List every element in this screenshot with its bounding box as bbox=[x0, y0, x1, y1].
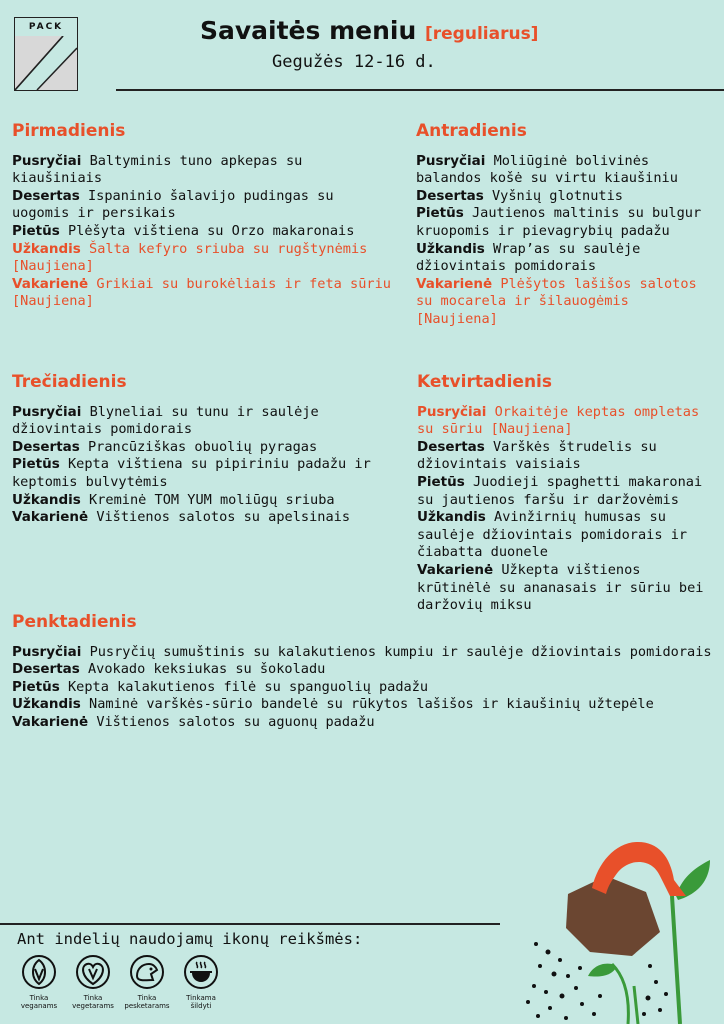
meal-label: Pietūs bbox=[12, 456, 60, 473]
meal-entry bbox=[12, 439, 392, 457]
legend-icons bbox=[12, 954, 228, 1010]
meal-entry bbox=[12, 714, 712, 732]
meal-text: Vištienos salotos su aguonų padažu bbox=[96, 713, 375, 730]
reheat-icon bbox=[183, 954, 219, 990]
meal-text: Blyneliai su tunu ir saulėje džiovintais pomidorais bbox=[12, 403, 319, 438]
meal-entry bbox=[417, 509, 719, 562]
potato-icon bbox=[566, 876, 660, 956]
day-monday bbox=[12, 123, 392, 311]
day-friday bbox=[12, 614, 712, 732]
logo-mark-icon bbox=[15, 36, 77, 90]
meal-entry bbox=[12, 456, 392, 491]
meal-label: Pietūs bbox=[417, 473, 465, 490]
meal-text: Moliūginė bolivinės balandos košė su virtu kiaušiniu bbox=[416, 152, 678, 187]
header-divider bbox=[116, 89, 724, 91]
legend-caption: Tinka pesketarams bbox=[124, 994, 170, 1010]
legend-item-vegan bbox=[12, 954, 66, 1010]
day-title: Antradienis bbox=[416, 121, 527, 141]
meal-text: Šalta kefyro sriuba su rugštynėmis [Naujiena] bbox=[12, 240, 368, 275]
meal-label: Pusryčiai bbox=[12, 403, 82, 420]
meal-text: Naminė varškės-sūrio bandelė su rūkytos lašišos ir kiaušinių užtepėle bbox=[89, 696, 654, 713]
meal-label: Užkandis bbox=[417, 509, 486, 526]
meal-text: Užkepta vištienos krūtinėlė su ananasais ir sūriu bei daržovių miksu bbox=[417, 561, 704, 614]
legend-caption: Tinka veganams bbox=[20, 994, 58, 1010]
meal-entry bbox=[416, 276, 718, 329]
meal-entry bbox=[12, 644, 712, 662]
day-wednesday bbox=[12, 374, 392, 527]
meal-entry bbox=[12, 509, 392, 527]
meal-text: Juodieji spaghetti makaronai su jautienos faršu ir daržovėmis bbox=[417, 473, 703, 508]
meal-label: Vakarienė bbox=[12, 713, 89, 730]
meal-text: Avokado keksiukas su šokoladu bbox=[88, 661, 326, 678]
day-title: Penktadienis bbox=[12, 612, 137, 632]
legend-item-reheat bbox=[174, 954, 228, 1010]
meal-label: Vakarienė bbox=[12, 275, 89, 292]
meal-entry bbox=[416, 188, 718, 206]
meal-label: Pusryčiai bbox=[417, 403, 487, 420]
meal-text: Orkaitėje keptas ompletas su sūriu [Naujiena] bbox=[417, 403, 700, 438]
meal-text: Vyšnių glotnutis bbox=[492, 187, 623, 204]
meal-label: Užkandis bbox=[12, 696, 81, 713]
meal-entry bbox=[12, 696, 712, 714]
meal-label: Užkandis bbox=[12, 240, 81, 257]
meal-entry bbox=[12, 492, 392, 510]
meal-entry bbox=[12, 241, 392, 276]
meal-label: Pietūs bbox=[12, 678, 60, 695]
meal-entry bbox=[417, 404, 719, 439]
meal-text: Kepta vištiena su pipiriniu padažu ir keptomis bulvytėmis bbox=[12, 456, 371, 490]
meal-entry bbox=[12, 276, 392, 311]
meal-label: Pusryčiai bbox=[12, 643, 82, 660]
meal-label: Pusryčiai bbox=[12, 152, 82, 169]
meal-text: Plėšytos lašišos salotos su mocarela ir šilauogėmis [Naujiena] bbox=[416, 275, 697, 327]
meal-label: Pietūs bbox=[416, 205, 464, 222]
meal-label: Užkandis bbox=[416, 240, 485, 257]
legend-item-pescatarian bbox=[120, 954, 174, 1010]
meal-entry bbox=[417, 474, 719, 509]
legend-caption: Tinkama šildyti bbox=[186, 994, 216, 1010]
meal-entry bbox=[12, 223, 392, 241]
meal-text: Plėšyta vištiena su Orzo makaronais bbox=[67, 222, 355, 239]
brand-logo bbox=[14, 17, 78, 91]
meal-text: Varškės štrudelis su džiovintais vaisiais bbox=[417, 438, 657, 473]
legend-title: Ant indelių naudojamų ikonų reikšmės: bbox=[17, 930, 363, 948]
meal-label: Desertas bbox=[12, 661, 80, 678]
legend-caption: Tinka vegetarams bbox=[72, 994, 114, 1010]
seeds-dots bbox=[526, 942, 668, 1020]
meal-label: Vakarienė bbox=[417, 561, 494, 578]
legend-item-vegetarian bbox=[66, 954, 120, 1010]
logo-text: PACK bbox=[28, 22, 64, 32]
meal-label: Desertas bbox=[416, 187, 484, 204]
page-title bbox=[200, 16, 538, 45]
meal-label: Pietūs bbox=[12, 222, 60, 239]
pescatarian-icon bbox=[129, 954, 165, 990]
meal-text: Grikiai su burokėliais ir feta sūriu [Naujiena] bbox=[12, 275, 391, 310]
meal-text: Jautienos maltinis su bulgur kruopomis ir pievagrybių padažu bbox=[416, 205, 702, 239]
meal-label: Užkandis bbox=[12, 491, 81, 508]
meal-text: Kepta kalakutienos filė su spanguolių padažu bbox=[67, 678, 429, 695]
meal-entry bbox=[417, 439, 719, 474]
date-range: Gegužės 12-16 d. bbox=[272, 52, 436, 72]
meal-entry bbox=[417, 562, 719, 615]
meal-text: Ispaninio šalavijo pudingas su uogomis ir persikais bbox=[12, 187, 334, 222]
day-title: Pirmadienis bbox=[12, 121, 126, 141]
meal-text: Vištienos salotos su apelsinais bbox=[96, 509, 351, 526]
meal-entry bbox=[12, 153, 392, 188]
meal-text: Prancūziškas obuolių pyragas bbox=[88, 438, 318, 455]
title-tag: [reguliarus] bbox=[425, 24, 539, 44]
meal-text: Baltyminis tuno apkepas su kiaušiniais bbox=[12, 152, 303, 187]
vegetarian-icon bbox=[75, 954, 111, 990]
meal-entry bbox=[12, 679, 712, 697]
legend-divider bbox=[0, 923, 500, 925]
day-tuesday bbox=[416, 123, 718, 329]
meal-label: Vakarienė bbox=[12, 509, 89, 526]
chili-icon bbox=[592, 842, 686, 896]
meal-entry bbox=[12, 188, 392, 223]
day-thursday bbox=[417, 374, 719, 615]
meal-label: Vakarienė bbox=[416, 275, 493, 292]
meal-entry bbox=[416, 241, 718, 276]
vegan-icon bbox=[21, 954, 57, 990]
meal-label: Desertas bbox=[417, 438, 485, 455]
meal-text: Avinžirnių humusas su saulėje džiovintais pomidorais ir čiabatta duonele bbox=[417, 509, 688, 561]
day-title: Trečiadienis bbox=[12, 372, 127, 392]
vegetable-illustration bbox=[520, 836, 724, 1024]
meal-entry bbox=[12, 661, 712, 679]
day-title: Ketvirtadienis bbox=[417, 372, 552, 392]
meal-label: Pusryčiai bbox=[416, 152, 486, 169]
meal-text: Kreminė TOM YUM moliūgų sriuba bbox=[89, 491, 335, 508]
meal-entry bbox=[416, 153, 718, 188]
meal-entry bbox=[12, 404, 392, 439]
meal-text: Pusryčių sumuštinis su kalakutienos kumpiu ir saulėje džiovintais pomidorais bbox=[89, 643, 712, 660]
meal-label: Desertas bbox=[12, 187, 80, 204]
meal-text: Wrap’as su saulėje džiovintais pomidorais bbox=[416, 240, 641, 275]
meal-entry bbox=[416, 205, 718, 240]
title-text: Savaitės meniu bbox=[200, 16, 417, 45]
meal-label: Desertas bbox=[12, 438, 80, 455]
